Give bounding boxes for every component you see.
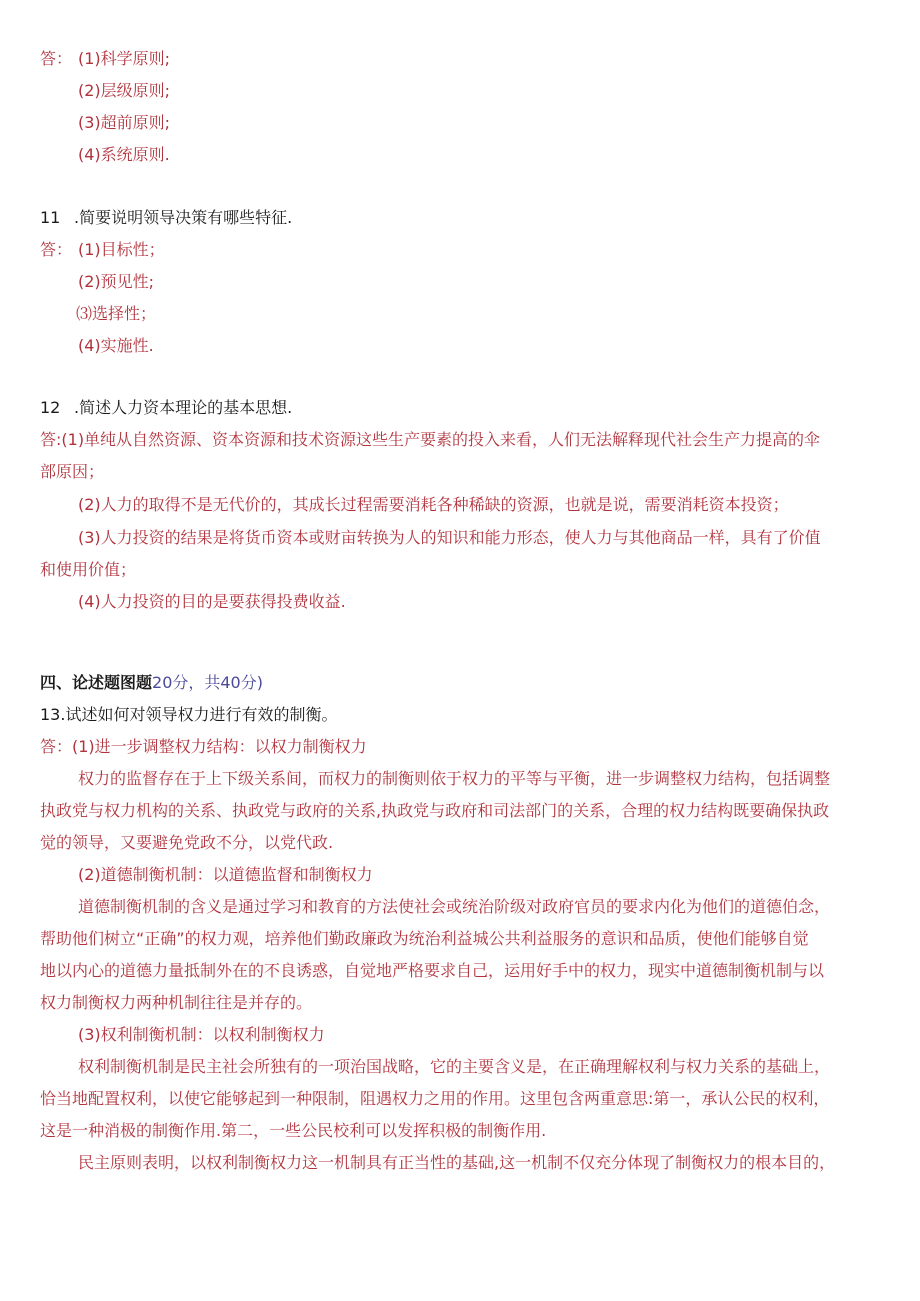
question-text: .简述人力资本理论的基本思想. <box>74 398 293 417</box>
answer-line: (3)人力投资的结果是将货币资本或财亩转换为人的知识和能力形态，使人力与其他商品一样，具有了价值 <box>78 528 821 547</box>
answer-line: 觉的领导，又要避免党政不分，以党代政. <box>40 833 334 852</box>
section-score: 20分，共40分) <box>152 673 263 692</box>
answer-line: 民主原则表明，以权利制衡权力这一机制具有正当性的基础,这一机制不仅充分体现了制衡权力的根本目的， <box>78 1153 836 1172</box>
answer-line: 这是一种消极的制衡作用.第二，一些公民校利可以发挥积极的制衡作用. <box>40 1121 547 1140</box>
answer-line: 部原因； <box>40 462 105 481</box>
answer-prefix: 答： <box>40 240 73 259</box>
answer-item: (1)目标性； <box>78 240 165 259</box>
answer-item: (2)层级原则; <box>78 81 171 100</box>
answer-item: (1)科学原则; <box>78 49 171 68</box>
answer-line: 道德制衡机制的含义是通过学习和教育的方法使社会或统治阶级对政府官员的要求内化为他们的道德伯念， <box>78 897 831 916</box>
answer-line: 恰当地配置权利，以使它能够起到一种限制，阻遇权力之用的作用。这里包含两重意思:第一，承认公民的权利， <box>40 1089 830 1108</box>
question-text: 13.试述如何对领导权力进行有效的制衡。 <box>40 705 338 724</box>
answer-prefix: 答： <box>40 49 73 68</box>
answer-line: 权力制衡权力两种机制往往是并存的。 <box>40 993 313 1012</box>
section-heading-text: 四、论述题图题 <box>40 673 153 692</box>
answer-line: 答:(1)单纯从自然资源、资本资源和技术资源这些生产要素的投入来看，人们无法解释现代社会生产力提高的伞 <box>40 430 821 449</box>
answer-line: 答：(1)进一步调整权力结构：以权力制衡权力 <box>40 737 367 756</box>
answer-item: (2)预见性; <box>78 272 155 291</box>
answer-line: (2)人力的取得不是无代价的，其成长过程需要消耗各种稀缺的资源，也就是说，需要消耗资本投资； <box>78 495 789 514</box>
answer-line: 地以内心的道德力量抵制外在的不良诱惑，自觉地严格要求自己，运用好手中的权力，现实中道德制衡机制与以 <box>40 961 825 980</box>
answer-item: (3)超前原则; <box>78 113 171 132</box>
answer-line: 执政党与权力机构的关系、执政党与政府的关系,执政党与政府和司法部门的关系，合理的权力结构既要确保执政 <box>40 801 830 820</box>
answer-line: (4)人力投资的目的是要获得投费收益. <box>78 592 346 611</box>
answer-line: (3)权利制衡机制：以权利制衡权力 <box>78 1025 325 1044</box>
answer-line: (2)道德制衡机制：以道德监督和制衡权力 <box>78 865 373 884</box>
section-heading <box>40 672 263 694</box>
answer-item: ⑶选择性； <box>76 304 157 323</box>
answer-line: 权利制衡机制是民主社会所独有的一项治国战略，它的主要含义是，在正确理解权利与权力关系的基础上， <box>78 1057 831 1076</box>
question-number: 12 <box>40 398 61 417</box>
answer-line: 权力的监督存在于上下级关系间，而权力的制衡则依于权力的平等与平衡，进一步调整权力结构，包括调整 <box>78 769 831 788</box>
answer-item: (4)系统原则. <box>78 145 170 164</box>
answer-item: (4)实施性. <box>78 336 154 355</box>
answer-line: 帮助他们树立“正确”的权力观，培养他们勤政廉政为统治利益城公共利益服务的意识和品质，使他们能够自觉 <box>40 929 809 948</box>
answer-line: 和使用价值； <box>40 560 137 579</box>
question-number: 11 <box>40 208 61 227</box>
question-text: .简要说明领导决策有哪些特征. <box>74 208 293 227</box>
